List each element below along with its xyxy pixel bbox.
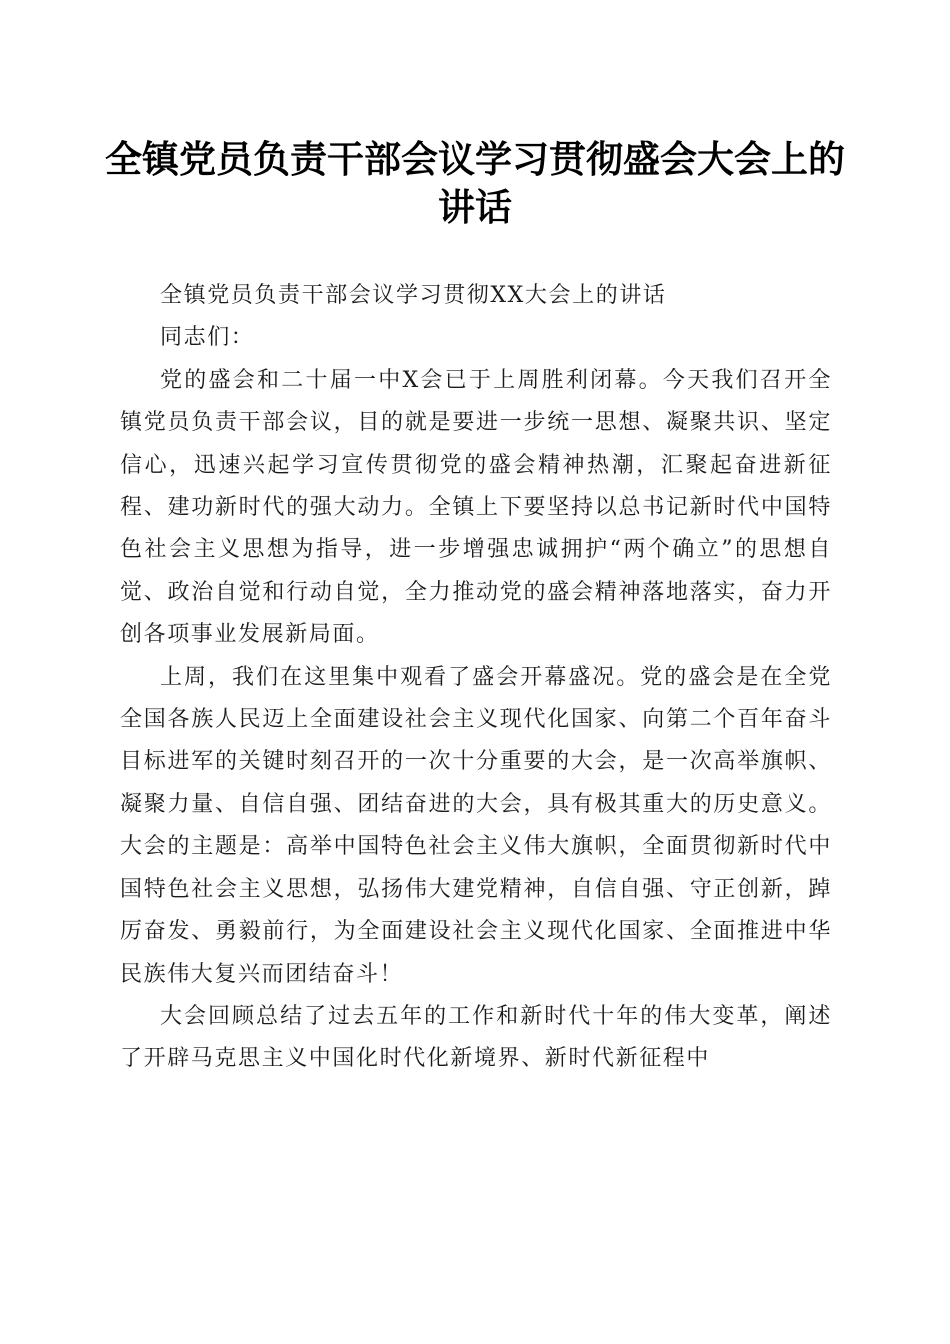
document-body <box>120 275 832 1081</box>
document-subtitle: 全镇党员负责干部会议学习贯彻XX大会上的讲话 <box>160 283 667 308</box>
paragraph: 党的盛会和二十届一中X会已于上周胜利闭幕。今天我们召开全镇党员负责干部会议，目的就是要进一步统一思想、凝聚共识、坚定信心，迅速兴起学习宣传贯彻党的盛会精神热潮，汇聚起奋进新征程、建功新时代的强大动力。全镇上下要坚持以总书记新时代中国特色社会主义思想为指导，进一步增强忠诚拥护“两个确立”的思想自觉、政治自觉和行动自觉，全力推动党的盛会精神落地落实，奋力开创各项事业发展新局面。 <box>120 367 832 648</box>
paragraph: 大会回顾总结了过去五年的工作和新时代十年的伟大变革，阐述了开辟马克思主义中国化时代化新境界、新时代新征程中 <box>120 1003 832 1072</box>
document-title: 全镇党员负责干部会议学习贯彻盛会大会上的讲话 <box>105 137 845 229</box>
salutation: 同志们： <box>160 325 255 351</box>
paragraph: 上周，我们在这里集中观看了盛会开幕盛况。党的盛会是在全党全国各族人民迈上全面建设社会主义现代化国家、向第二个百年奋斗目标进军的关键时刻召开的一次十分重要的大会，是一次高举旗帜、凝聚力量、自信自强、团结奋进的大会，具有极其重大的历史意义。大会的主题是：高举中国特色社会主义伟大旗帜，全面贯彻新时代中国特色社会主义思想，弘扬伟大建党精神，自信自强、守正创新，踔厉奋发、勇毅前行，为全面建设社会主义现代化国家、全面推进中华民族伟大复兴而团结奋斗！ <box>120 664 832 987</box>
